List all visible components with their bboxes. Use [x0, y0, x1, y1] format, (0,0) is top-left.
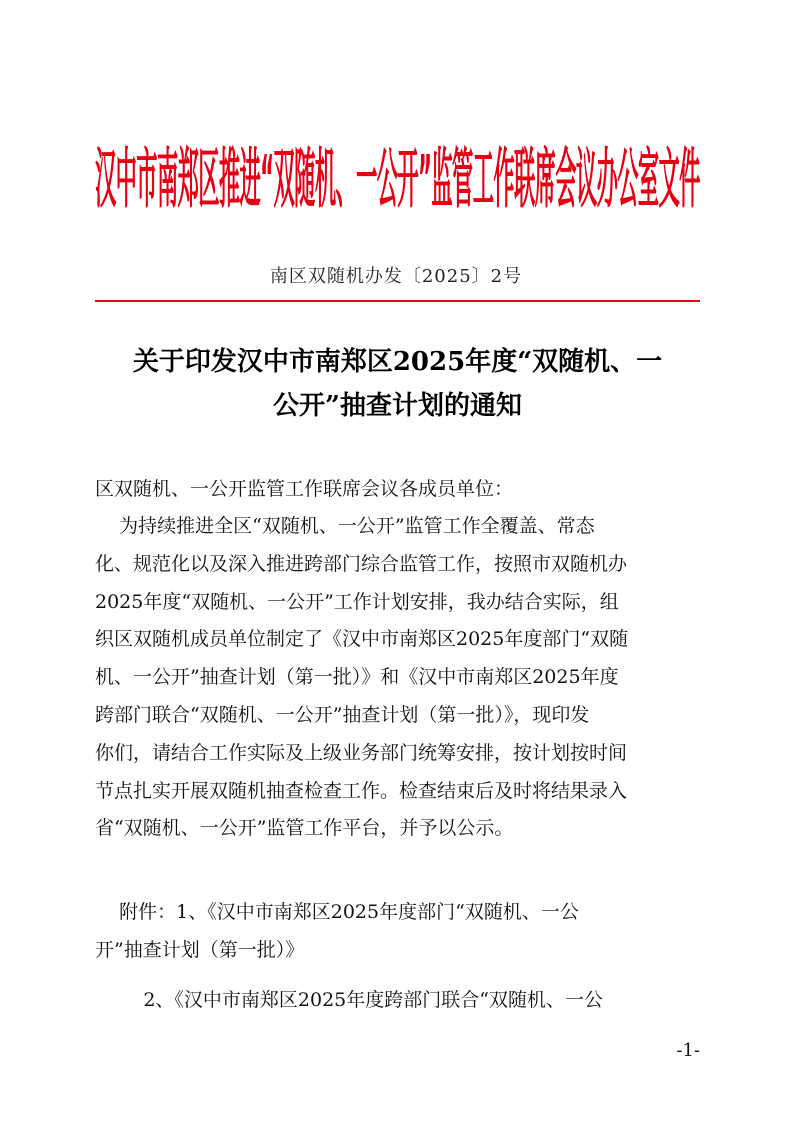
- body-line: 你们，请结合工作实际及上级业务部门统筹安排，按计划按时间: [95, 741, 628, 764]
- attachments-list: [95, 893, 700, 1019]
- notice-title: [95, 340, 700, 428]
- notice-body: [95, 470, 700, 848]
- body-line: 为持续推进全区“双随机、一公开”监管工作全覆盖、常态: [95, 515, 595, 537]
- notice-title-line-2: 公开”抽查计划的通知: [273, 391, 522, 421]
- red-masthead: [95, 130, 700, 230]
- red-divider-line: [95, 300, 700, 302]
- body-line: 织区双随机成员单位制定了《汉中市南郑区2025年度部门“双随: [95, 628, 629, 651]
- attachment-1-line-1: 附件：1、《汉中市南郑区2025年度部门“双随机、一公: [95, 901, 579, 923]
- body-line: 机、一公开”抽查计划（第一批）》和《汉中市南郑区2025年度: [95, 666, 619, 689]
- body-line: 节点扎实开展双随机抽查检查工作。检查结束后及时将结果录入: [95, 779, 628, 802]
- body-line: 2025年度“双随机、一公开”工作计划安排，我办结合实际，组: [95, 590, 619, 613]
- masthead-title: 汉中市南郑区推进“双随机、一公开”监管工作联席会议办公室文件: [95, 142, 700, 218]
- attachment-1-line-2: 开”抽查计划（第一批）》: [95, 939, 305, 961]
- attachment-spacer: [95, 969, 700, 981]
- body-paragraph: [95, 508, 700, 848]
- notice-title-line-1: 关于印发汉中市南郑区2025年度“双随机、一: [132, 347, 663, 377]
- page-number: -1-: [676, 1040, 700, 1061]
- salutation: 区双随机、一公开监管工作联席会议各成员单位：: [95, 478, 514, 500]
- body-line: 省“双随机、一公开”监管工作平台，并予以公示。: [95, 817, 514, 840]
- document-number: 南区双随机办发〔2025〕2号: [269, 266, 523, 287]
- attachment-2-line-1: 2、《汉中市南郑区2025年度跨部门联合“双随机、一公: [95, 989, 603, 1011]
- body-line: 化、规范化以及深入推进跨部门综合监管工作，按照市双随机办: [95, 552, 628, 575]
- body-line: 跨部门联合“双随机、一公开”抽查计划（第一批）》，现印发: [95, 703, 590, 726]
